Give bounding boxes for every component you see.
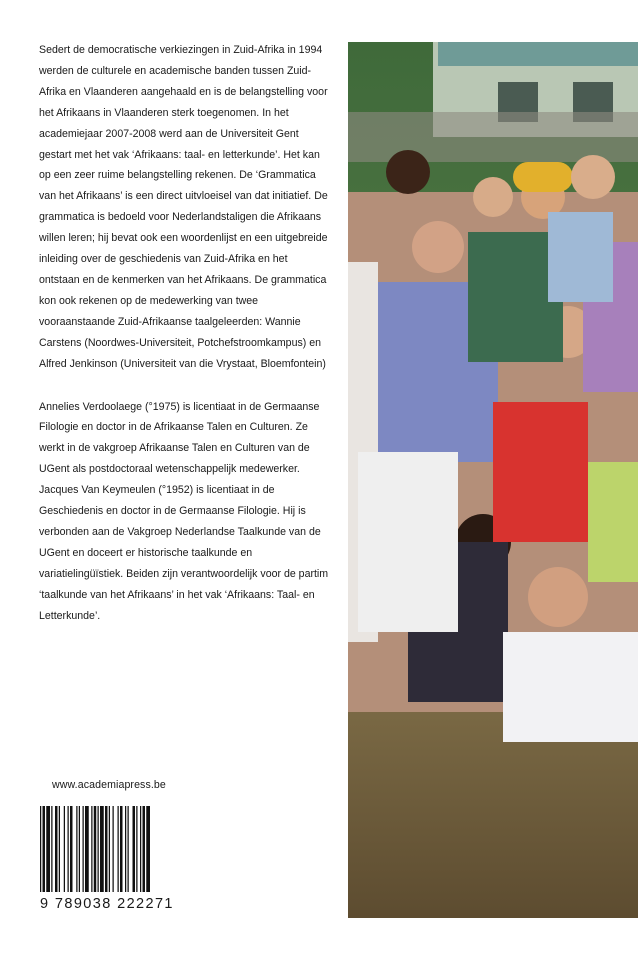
back-cover-text: [39, 40, 329, 626]
book-description: Sedert de democratische verkiezingen in Zuid-Afrika in 1994 werden de culturele en academische banden tussen Zuid-Afrika en Vlaanderen aangehaald en is de belangstelling voor het Afrikaans in Vlaanderen sterk toegenomen. In het academiejaar 2007-2008 werd aan de Universiteit Gent gestart met het vak ‘Afrikaans: taal- en letterkunde’. Het kan op een zeer ruime belangstelling rekenen. De ‘Grammatica van het Afrikaans’ is een direct uitvloeisel van dat initiatief. De grammatica is bedoeld voor Nederlandstaligen die Afrikaans willen leren; hij bevat ook een woordenlijst en een uitgebreide inleiding over de geschiedenis van Zuid-Afrika en het ontstaan en de kenmerken van het Afrikaans. De grammatica kon ook rekenen op de medewerking van twee vooraanstaande Zuid-Afrikaanse taalgeleerden: Wannie Carstens (Noordwes-Universiteit, Potchefstroomkampus) en Alfred Jenkinson (Universiteit van die Vrystaat, Bloemfontein): [39, 44, 328, 370]
cover-photo-students: [348, 42, 638, 918]
publisher-website[interactable]: www.academiapress.be: [52, 779, 166, 791]
author-bio: Annelies Verdoolaege (°1975) is licentiaat in de Germaanse Filologie en doctor in de Afrikaanse Talen en Culturen. Ze werkt in de vakgroep Afrikaanse Talen en Culturen van de UGent als postdoctoraal wetenschappelijk medewerker. Jacques Van Keymeulen (°1952) is licentiaat in de Geschiedenis en doctor in de Germaanse Filologie. Hij is verbonden aan de Vakgroep Nederlandse Taalkunde van de UGent en doceert er historische taalkunde en variatielingüïstiek. Beiden zijn verantwoordelijk voor de partim ‘taalkunde van het Afrikaans’ in het vak ‘Afrikaans: Taal- en Letterkunde’.: [39, 400, 329, 622]
isbn-barcode: [38, 806, 178, 894]
isbn-number: 9 789038 222271: [40, 896, 174, 912]
